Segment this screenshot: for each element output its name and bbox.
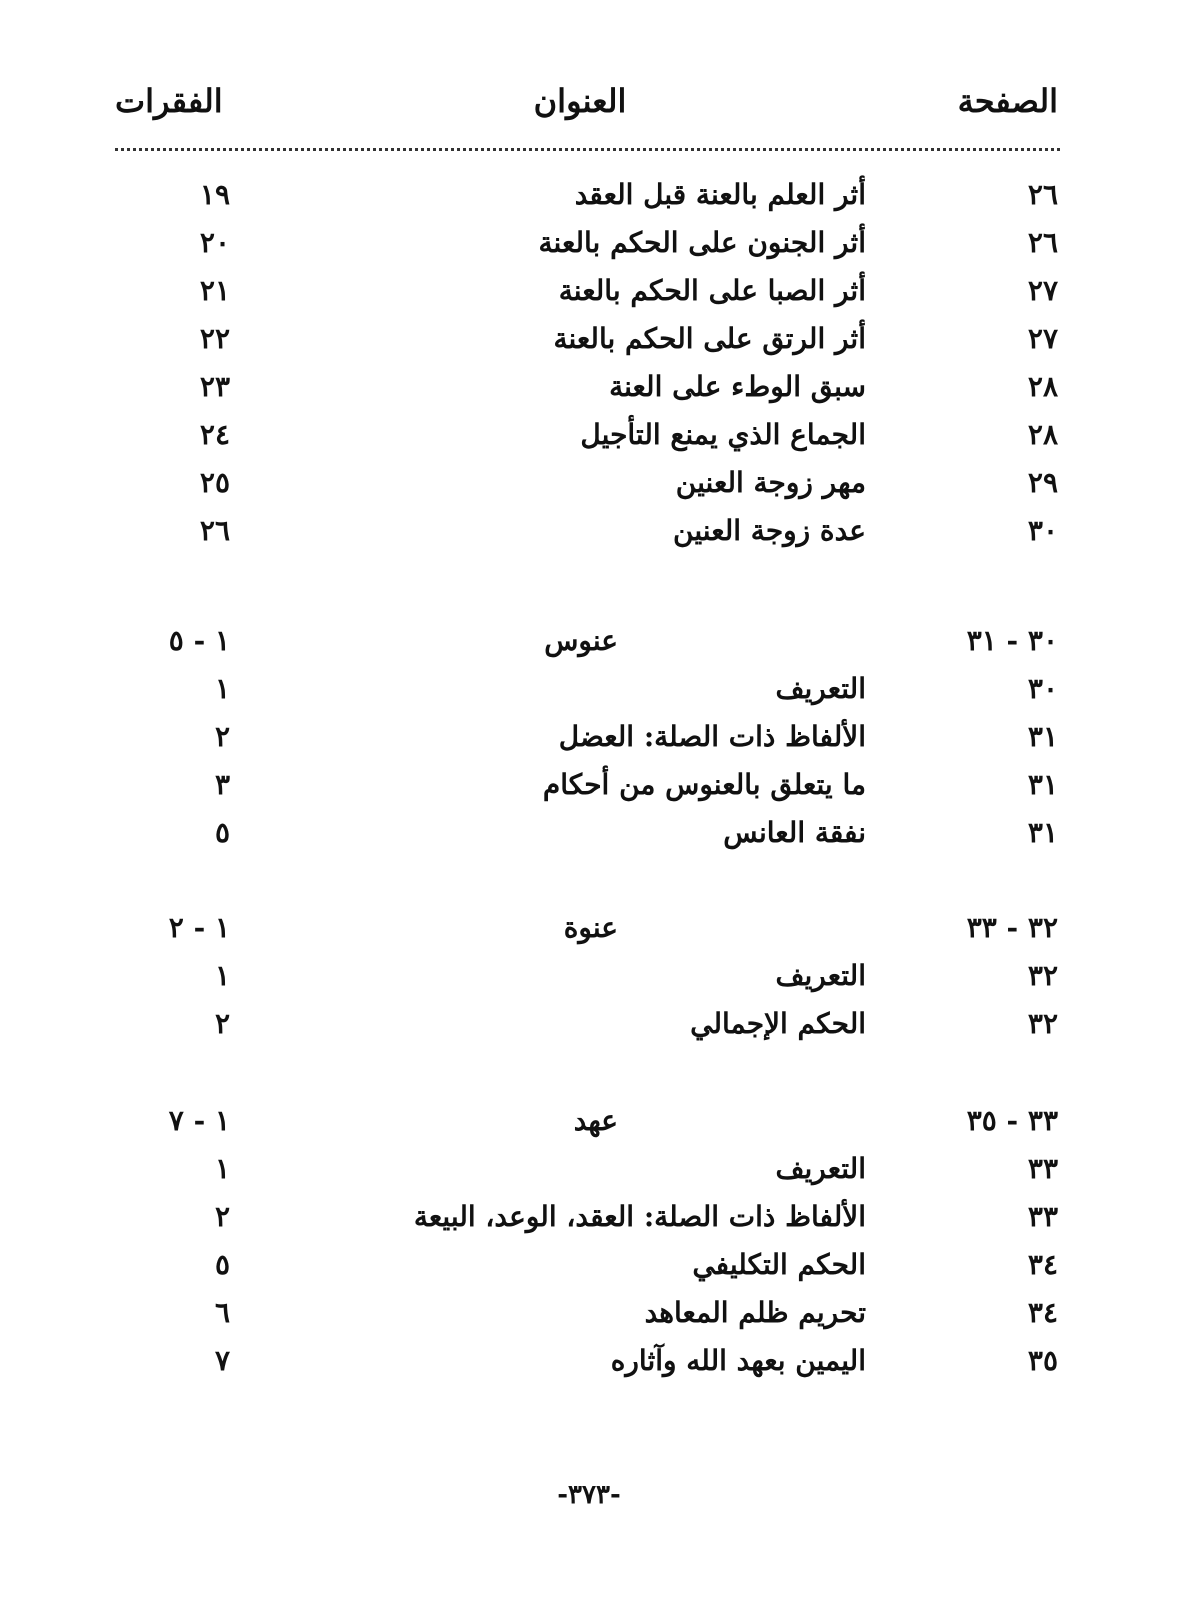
row-title: اليمين بعهد الله وآثاره <box>610 1344 866 1377</box>
section-title: عنوس <box>544 624 618 657</box>
row-paragraph-number: ٥ <box>214 1248 230 1281</box>
row-title: التعريف <box>775 1152 866 1185</box>
row-paragraph-number: ٢٢ <box>199 322 230 355</box>
row-page-number: ٢٧ <box>1027 322 1058 355</box>
table-row <box>0 665 1178 713</box>
section-heading-row <box>0 617 1178 665</box>
row-title: أثر الجنون على الحكم بالعنة <box>538 226 866 259</box>
row-page-number: ٢٧ <box>1027 274 1058 307</box>
row-paragraph-number: ٢١ <box>199 274 230 307</box>
row-title: مهر زوجة العنين <box>675 466 866 499</box>
row-page-number: ٣٣ - ٣٥ <box>966 1104 1058 1137</box>
row-page-number: ٣٣ <box>1027 1152 1058 1185</box>
row-title: الجماع الذي يمنع التأجيل <box>580 418 866 451</box>
row-paragraph-number: ١ <box>214 959 230 992</box>
header-page-column: الصفحة <box>957 82 1058 120</box>
row-title: الألفاظ ذات الصلة: العضل <box>558 720 866 753</box>
row-paragraph-number: ٧ <box>214 1344 230 1377</box>
table-row <box>0 363 1178 411</box>
row-page-number: ٢٦ <box>1027 178 1058 211</box>
row-paragraph-number: ٣ <box>214 768 230 801</box>
row-page-number: ٣٢ - ٣٣ <box>966 911 1058 944</box>
row-page-number: ٣١ <box>1027 768 1058 801</box>
table-row <box>0 1000 1178 1048</box>
header-title-column: العنوان <box>533 82 627 120</box>
table-row <box>0 459 1178 507</box>
table-row <box>0 315 1178 363</box>
row-title: تحريم ظلم المعاهد <box>644 1296 866 1329</box>
row-title: نفقة العانس <box>723 816 866 849</box>
row-title: الحكم التكليفي <box>692 1248 866 1281</box>
row-title: أثر العلم بالعنة قبل العقد <box>574 178 866 211</box>
row-page-number: ٣٢ <box>1027 959 1058 992</box>
row-page-number: ٣٥ <box>1027 1344 1058 1377</box>
table-row <box>0 1145 1178 1193</box>
header-paragraphs-column: الفقرات <box>115 82 223 120</box>
table-row <box>0 1289 1178 1337</box>
row-page-number: ٣٠ - ٣١ <box>966 624 1058 657</box>
row-paragraph-number: ١ <box>214 672 230 705</box>
row-title: الألفاظ ذات الصلة: العقد، الوعد، البيعة <box>413 1200 866 1233</box>
table-row <box>0 952 1178 1000</box>
row-paragraph-number: ٢٥ <box>199 466 230 499</box>
row-paragraph-number: ٢٤ <box>199 418 230 451</box>
section-title: عنوة <box>563 911 618 944</box>
table-row <box>0 411 1178 459</box>
row-paragraph-number: ١ <box>214 1152 230 1185</box>
row-title: عدة زوجة العنين <box>673 514 866 547</box>
row-paragraph-number: ٥ <box>214 816 230 849</box>
table-row <box>0 267 1178 315</box>
row-page-number: ٣٣ <box>1027 1200 1058 1233</box>
row-title: ما يتعلق بالعنوس من أحكام <box>542 768 866 801</box>
section-heading-row <box>0 1097 1178 1145</box>
row-title: أثر الصبا على الحكم بالعنة <box>558 274 866 307</box>
row-paragraph-number: ٦ <box>214 1296 230 1329</box>
table-row <box>0 1193 1178 1241</box>
row-page-number: ٣٢ <box>1027 1007 1058 1040</box>
row-paragraph-number: ٢ <box>214 1007 230 1040</box>
table-row <box>0 713 1178 761</box>
table-row <box>0 761 1178 809</box>
table-row <box>0 1337 1178 1385</box>
table-row <box>0 171 1178 219</box>
table-header <box>0 82 1178 132</box>
dotted-divider <box>115 148 1060 151</box>
row-paragraph-number: ١ - ٥ <box>168 624 230 657</box>
row-title: أثر الرتق على الحكم بالعنة <box>553 322 866 355</box>
row-paragraph-number: ١٩ <box>199 178 230 211</box>
row-page-number: ٢٩ <box>1027 466 1058 499</box>
row-page-number: ٣١ <box>1027 816 1058 849</box>
row-paragraph-number: ٢٦ <box>199 514 230 547</box>
row-title: سبق الوطء على العنة <box>609 370 866 403</box>
row-title: الحكم الإجمالي <box>690 1007 866 1040</box>
row-page-number: ٢٨ <box>1027 370 1058 403</box>
row-paragraph-number: ٢٠ <box>199 226 230 259</box>
row-page-number: ٢٨ <box>1027 418 1058 451</box>
row-page-number: ٣٤ <box>1027 1296 1058 1329</box>
row-paragraph-number: ١ - ٧ <box>168 1104 230 1137</box>
section-heading-row <box>0 904 1178 952</box>
row-page-number: ٣١ <box>1027 720 1058 753</box>
section-title: عهد <box>573 1104 618 1137</box>
row-page-number: ٢٦ <box>1027 226 1058 259</box>
page-number: -٣٧٣- <box>557 1480 621 1510</box>
table-row <box>0 809 1178 857</box>
row-page-number: ٣٤ <box>1027 1248 1058 1281</box>
table-row <box>0 219 1178 267</box>
row-title: التعريف <box>775 672 866 705</box>
row-title: التعريف <box>775 959 866 992</box>
row-page-number: ٣٠ <box>1027 672 1058 705</box>
row-paragraph-number: ٢ <box>214 720 230 753</box>
row-page-number: ٣٠ <box>1027 514 1058 547</box>
row-paragraph-number: ٢٣ <box>199 370 230 403</box>
table-row <box>0 1241 1178 1289</box>
row-paragraph-number: ١ - ٢ <box>168 911 230 944</box>
row-paragraph-number: ٢ <box>214 1200 230 1233</box>
table-row <box>0 507 1178 555</box>
